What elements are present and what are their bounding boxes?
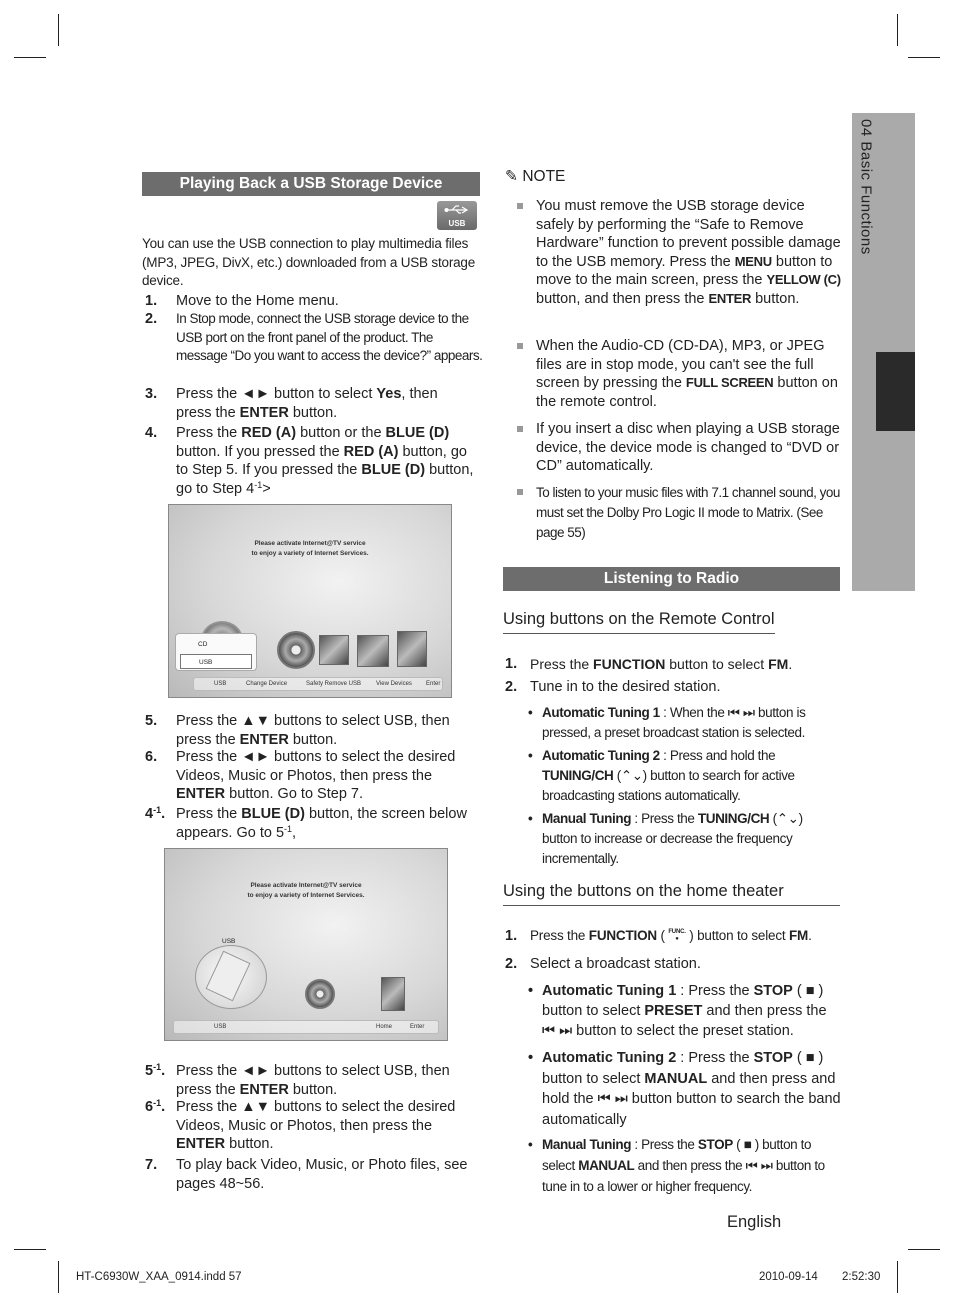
crop-mark: [58, 14, 59, 46]
video-disc-icon: [277, 631, 315, 669]
square-bullet-icon: [517, 426, 523, 432]
bullet-text: Automatic Tuning 1 : Press the STOP ( ■ ) button to select PRESET and then press the ⏮ ⏭ button to select the preset station.: [542, 983, 827, 1039]
step-number: 6.: [145, 749, 158, 765]
usb-badge-label: USB: [448, 219, 466, 228]
remote-bullet-auto-2: [528, 746, 842, 806]
step-text: Tune in to the desired station.: [530, 679, 721, 695]
screen-help-bar: [193, 677, 443, 691]
settings-icon: [381, 977, 405, 1011]
step-number: $4^{-1}$.: [145, 805, 166, 822]
screen-message: Please activate Internet@TV service to enjoy a variety of Internet Services.: [251, 540, 369, 557]
step-text: Press the ▲▼ buttons to select the desired Videos, Music or Photos, then press the ENTER button.: [176, 1099, 456, 1152]
note-text: To listen to your music files with 7.1 channel sound, you must set the Dolby Pro Logic II mode to Matrix. (See page 55): [536, 485, 840, 540]
bullet-text: Manual Tuning : Press the STOP ( ■ ) button to select MANUAL and then press the ⏮ ⏭ button to tune in to a lower or higher frequency.: [542, 1137, 825, 1194]
step-text: Press the RED (A) button or the BLUE (D) button. If you pressed the RED (A) button, go to Step 5. If you pressed the BLUE (D) button, go to Step $4^{-1}>$: [176, 425, 474, 497]
step-text: Press the ◄► buttons to select USB, then press the ENTER button.: [176, 1063, 450, 1098]
step-text: Press the ◄► buttons to select the desired Videos, Music or Photos, then press the ENTER button. Go to Step 7.: [176, 749, 456, 802]
settings-icon: [397, 631, 427, 667]
bullet-text: Automatic Tuning 1 : When the ⏮ ⏭ button is pressed, a preset broadcast station is selected.: [542, 705, 806, 740]
bullet-text: Automatic Tuning 2 : Press and hold the TUNING/CH (⌃⌄) button to search for active broadcasting stations automatically.: [542, 748, 795, 803]
home-bullet-auto-2: [528, 1048, 842, 1130]
bullet-dot-icon: •: [528, 811, 533, 826]
music-icon: [319, 635, 349, 665]
home-bullet-manual: [528, 1134, 842, 1197]
help-home: Home: [376, 1024, 393, 1030]
remote-bullet-manual: [528, 809, 812, 869]
chapter-side-tab: [852, 113, 915, 591]
bullet-text: Manual Tuning : Press the TUNING/CH (⌃⌄) button to increase or decrease the frequency incrementally.: [542, 811, 803, 866]
home-bullet-auto-1: [528, 981, 842, 1041]
usb-intro: You can use the USB connection to play multimedia files (MP3, JPEG, DivX, etc.) downloaded from a USB storage device.: [142, 236, 476, 288]
help-usb: USB: [214, 681, 227, 687]
step-number: 7.: [145, 1157, 158, 1173]
help-change-device: Change Device: [246, 681, 288, 687]
step-text: Press the ◄► button to select Yes, then press the ENTER button.: [176, 386, 438, 421]
note-item: [536, 420, 842, 476]
bullet-dot-icon: •: [528, 1137, 533, 1152]
slug-file: HT-C6930W_XAA_0914.indd 57: [76, 1271, 242, 1283]
note-heading: [505, 168, 565, 187]
usb-device-screenshot: [164, 848, 448, 1041]
help-enter: Enter: [426, 681, 441, 687]
step-number: 2.: [145, 311, 158, 327]
note-text: When the Audio-CD (CD-DA), MP3, or JPEG files are in stop mode, you can't see the full screen by pressing the FULL SCREEN button on the remote control.: [536, 338, 838, 410]
home-theater-heading: Using the buttons on the home theater: [503, 882, 840, 906]
video-disc-icon: [305, 979, 335, 1009]
crop-mark: [897, 1261, 898, 1293]
crop-mark: [58, 1261, 59, 1293]
step-number: $6^{-1}$.: [145, 1098, 166, 1115]
crop-mark: [14, 57, 46, 58]
step-text: Press the FUNCTION ( FUNC. ● ) button to select FM.: [530, 928, 812, 943]
crop-mark: [14, 1249, 46, 1250]
page-language: English: [727, 1213, 782, 1231]
step-text: Press the ▲▼ buttons to select USB, then press the ENTER button.: [176, 713, 450, 748]
screen-help-bar: [173, 1020, 439, 1034]
square-bullet-icon: [517, 203, 523, 209]
help-view-devices: View Devices: [376, 681, 412, 687]
note-text: You must remove the USB storage device safely by performing the “Safe to Remove Hardware” function to prevent possible damage to the USB memory. Press the MENU button to move to the main screen, press the YELLOW (C) button, and then press the ENTER button.: [536, 198, 841, 307]
step-number: 1.: [145, 293, 158, 309]
slug-date: 2010-09-14: [759, 1271, 818, 1283]
chapter-marker: [876, 352, 915, 431]
note-title: NOTE: [522, 168, 566, 185]
help-enter: Enter: [410, 1024, 425, 1030]
remote-control-heading: Using buttons on the Remote Control: [503, 610, 775, 634]
crop-mark: [908, 1249, 940, 1250]
step-number: $5^{-1}$.: [145, 1062, 166, 1079]
crop-mark: [897, 14, 898, 46]
device-menu-item-usb[interactable]: USB: [180, 654, 252, 669]
step-text: Select a broadcast station.: [530, 956, 701, 972]
step-text: Press the BLUE (D) button, the screen below appears. Go to $5^{-1}$,: [176, 806, 467, 841]
bullet-dot-icon: •: [528, 705, 533, 720]
step-number: 1.: [505, 656, 518, 672]
bullet-text: Automatic Tuning 2 : Press the STOP ( ■ ) button to select MANUAL and then press and hold the ⏮ ⏭ button button to search the band automatically: [542, 1050, 841, 1128]
step-number: 4.: [145, 425, 158, 441]
square-bullet-icon: [517, 489, 523, 495]
help-usb: USB: [214, 1024, 227, 1030]
device-menu: [175, 633, 257, 671]
crop-mark: [908, 57, 940, 58]
step-number: 1.: [505, 928, 518, 944]
chapter-label: 04 Basic Functions: [857, 119, 875, 255]
note-text: If you insert a disc when playing a USB storage device, the device mode is changed to “DVD or CD” automatically.: [536, 421, 840, 474]
home-menu-screenshot: [168, 504, 452, 698]
section-title-usb: Playing Back a USB Storage Device: [142, 172, 480, 196]
photo-icon: [357, 635, 389, 667]
section-title-radio: Listening to Radio: [503, 567, 840, 591]
device-menu-item-cd[interactable]: CD: [198, 641, 208, 648]
step-number: 2.: [505, 956, 518, 972]
note-item: [536, 337, 842, 411]
usb-device-label: USB: [222, 938, 236, 945]
bullet-dot-icon: •: [528, 1050, 534, 1066]
step-number: 2.: [505, 679, 518, 695]
bullet-dot-icon: •: [528, 983, 534, 999]
usb-icon: [437, 201, 477, 230]
step-text: Move to the Home menu.: [176, 293, 339, 309]
step-number: 3.: [145, 386, 158, 402]
pencil-icon: ✎: [505, 168, 518, 185]
note-item: [536, 197, 842, 308]
screen-message: Please activate Internet@TV service to enjoy a variety of Internet Services.: [247, 882, 365, 899]
remote-bullet-auto-1: [528, 703, 842, 743]
bullet-dot-icon: •: [528, 748, 533, 763]
step-text: In Stop mode, connect the USB storage device to the USB port on the front panel of the product. The message “Do you want to access the device?” appears.: [176, 311, 483, 363]
help-safety-remove: Safety Remove USB: [306, 681, 362, 687]
slug-time: 2:52:30: [842, 1271, 881, 1283]
step-number: 5.: [145, 713, 158, 729]
step-text: Press the FUNCTION button to select FM.: [530, 656, 793, 672]
square-bullet-icon: [517, 343, 523, 349]
step-text: To play back Video, Music, or Photo files, see pages 48~56.: [176, 1157, 468, 1192]
note-item: [536, 483, 842, 543]
